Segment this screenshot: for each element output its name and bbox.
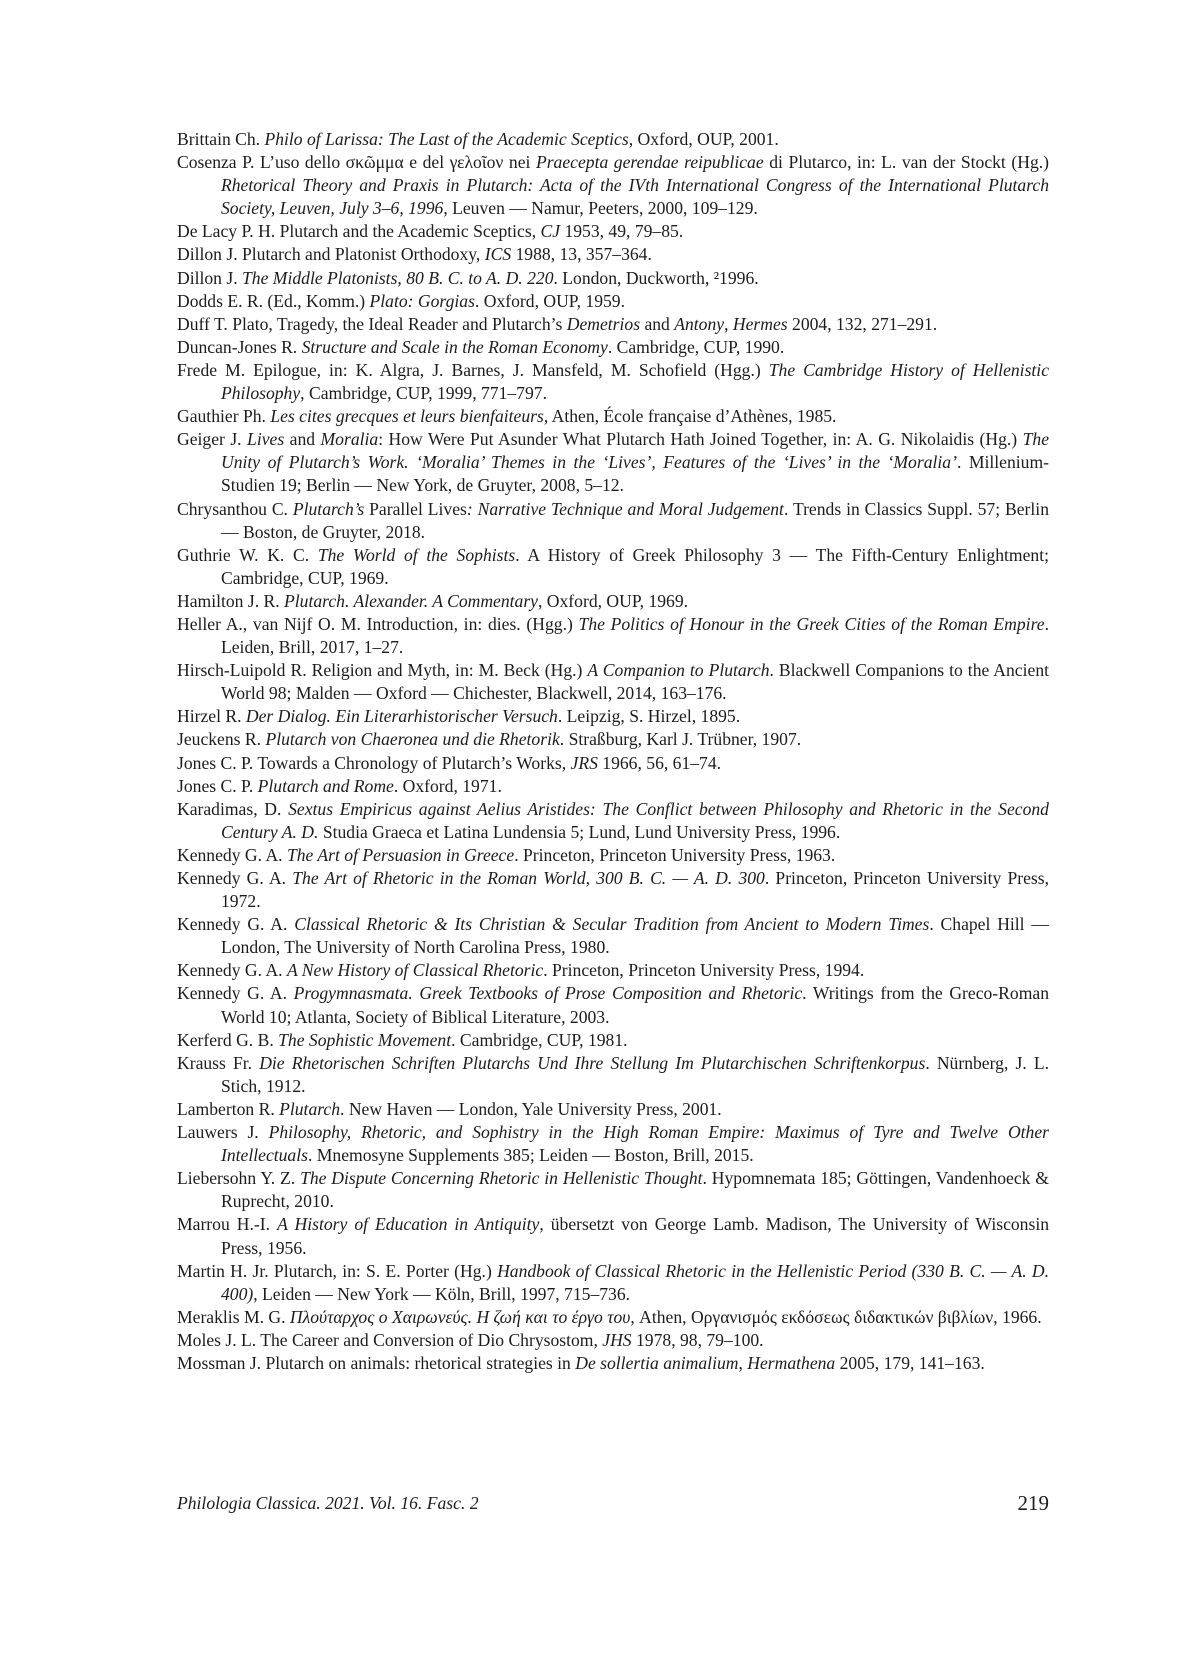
entry-text: 1966, 56, 61–74.	[597, 752, 722, 773]
entry-text: . Mnemosyne Supplements 385; Leiden — Boston, Brill, 2015.	[307, 1145, 754, 1166]
page-footer	[177, 1491, 1049, 1521]
entry-title-italic: : Narrative Technique and Moral Judgement	[466, 498, 784, 519]
bibliography-entry	[177, 1260, 1049, 1306]
entry-text: . Trends in Classics Suppl. 57; Berlin — Boston, de Gruyter, 2018.	[221, 498, 1049, 542]
entry-text: Jones C. P.	[177, 775, 258, 796]
entry-text: Hirzel R.	[177, 706, 246, 727]
entry-title-italic: The Middle Platonists, 80 B. C. to A. D. 220	[242, 267, 554, 288]
bibliography-entry	[177, 405, 1049, 428]
entry-title-italic: JHS	[602, 1329, 632, 1350]
entry-text: , Athen, École française d’Athènes, 1985.	[543, 406, 837, 427]
entry-text: Gauthier Ph.	[177, 406, 271, 427]
entry-text: Heller A., van Nijf O. M. Introduction, in: dies. (Hgg.)	[177, 613, 579, 634]
entry-text: . Millenium-Studien 19; Berlin — New York, de Gruyter, 2008, 5–12.	[221, 452, 1049, 496]
entry-title-italic: JRS	[570, 752, 598, 773]
entry-text: Krauss Fr.	[177, 1052, 260, 1073]
bibliography-entry	[177, 775, 1049, 798]
entry-text: . Princeton, Princeton University Press, 1972.	[221, 868, 1049, 912]
bibliography-entry	[177, 867, 1049, 913]
bibliography-entry	[177, 913, 1049, 959]
bibliography-entry	[177, 267, 1049, 290]
entry-title-italic: Plutarch	[279, 1098, 341, 1119]
entry-text: . Straßburg, Karl J. Trübner, 1907.	[559, 729, 802, 750]
entry-text: Studia Graeca et Latina Lundensia 5; Lund, Lund University Press, 1996.	[318, 821, 841, 842]
entry-title-italic: Plutarch von Chaeronea und die Rhetorik	[265, 729, 560, 750]
journal-citation: Philologia Classica. 2021. Vol. 16. Fasc. 2	[177, 1493, 479, 1513]
entry-title-italic: De sollertia animalium	[575, 1352, 739, 1373]
entry-title-italic: Praecepta gerendae reipublicae	[535, 152, 764, 173]
entry-text: Karadimas, D.	[177, 798, 289, 819]
entry-text: di Plutarco, in: L. van der Stockt (Hg.)	[763, 152, 1049, 173]
entry-text: . London, Duckworth, ²1996.	[553, 267, 759, 288]
entry-text: Dodds E. R. (Ed., Komm.)	[177, 290, 370, 311]
entry-text: . Blackwell Companions to the Ancient World 98; Malden — Oxford — Chichester, Blackwell, 2014, 163–176.	[221, 660, 1050, 704]
entry-text: Kennedy G. A.	[177, 844, 287, 865]
bibliography-entry	[177, 982, 1049, 1028]
entry-title-italic: The World of the Sophists	[317, 544, 516, 565]
entry-text: Kennedy G. A.	[177, 983, 294, 1004]
entry-title-italic: Die Rhetorischen Schriften Plutarchs Und Ihre Stellung Im Plutarchischen Schriftenkorpus	[259, 1052, 926, 1073]
entry-text: , Cambridge, CUP, 1999, 771–797.	[300, 383, 547, 404]
bibliography-entry	[177, 1352, 1049, 1375]
entry-title-italic: Demetrios	[566, 313, 641, 334]
entry-title-italic: Lives	[247, 429, 285, 450]
entry-text: Kennedy G. A.	[177, 960, 287, 981]
entry-title-italic: The Art of Persuasion in Greece	[286, 844, 515, 865]
entry-text: . New Haven — London, Yale University Press, 2001.	[340, 1098, 722, 1119]
bibliography-entry	[177, 1052, 1049, 1098]
bibliography-entry	[177, 844, 1049, 867]
bibliography-entry	[177, 613, 1049, 659]
bibliography-entry	[177, 728, 1049, 751]
entry-title-italic: Moralia	[320, 429, 379, 450]
entry-title-italic: Πλούταρχος ο Χαιρωνεύς. Η ζωή και το έργο του	[289, 1306, 631, 1327]
entry-title-italic: Plutarch and Rome	[257, 775, 394, 796]
entry-title-italic: Sextus Empiricus against Aelius Aristides: The Conflict between Philosophy and Rhetoric in the Second Century A. D.	[221, 798, 1049, 842]
entry-text: . Oxford, OUP, 1959.	[474, 290, 625, 311]
entry-text: Martin H. Jr. Plutarch, in: S. E. Porter (Hg.)	[177, 1260, 498, 1281]
entry-text: Dillon J.	[177, 267, 243, 288]
entry-title-italic: CJ	[540, 221, 561, 242]
entry-title-italic: Plutarch’s	[292, 498, 365, 519]
bibliography-entry	[177, 798, 1049, 844]
entry-text: Meraklis M. G.	[177, 1306, 290, 1327]
entry-text: . Cambridge, CUP, 1990.	[607, 336, 785, 357]
entry-text: Dillon J. Plutarch and Platonist Orthodoxy,	[177, 244, 485, 265]
bibliography-entry	[177, 1098, 1049, 1121]
entry-title-italic: The Unity of Plutarch’s Work. ‘Moralia’ Themes in the ‘Lives’, Features of the ‘Lives’ in the ‘Moralia’	[221, 429, 1049, 473]
bibliography-entry	[177, 498, 1049, 544]
entry-text: Kerferd G. B.	[177, 1029, 279, 1050]
bibliography-list	[177, 128, 1049, 1375]
entry-text: : How Were Put Asunder What Plutarch Hath Joined Together, in: A. G. Nikolaidis (Hg.)	[378, 429, 1023, 450]
entry-text: Duncan-Jones R.	[177, 336, 302, 357]
entry-text: . Oxford, 1971.	[393, 775, 502, 796]
bibliography-entry	[177, 359, 1049, 405]
entry-title-italic: Der Dialog. Ein Literarhistorischer Versuch	[245, 706, 558, 727]
bibliography-entry	[177, 959, 1049, 982]
entry-text: 2005, 179, 141–163.	[835, 1352, 985, 1373]
page-number: 219	[1017, 1491, 1049, 1515]
entry-text: 1953, 49, 79–85.	[560, 221, 684, 242]
entry-text: 2004, 132, 271–291.	[787, 313, 938, 334]
entry-text: Liebersohn Y. Z.	[177, 1168, 301, 1189]
entry-title-italic: Classical Rhetoric & Its Christian & Secular Tradition from Ancient to Modern Times	[294, 914, 930, 935]
entry-text: Lamberton R.	[177, 1098, 280, 1119]
entry-title-italic: A History of Education in Antiquity	[277, 1214, 540, 1235]
entry-title-italic: Hermes	[732, 313, 788, 334]
entry-text: . Princeton, Princeton University Press, 1994.	[543, 960, 865, 981]
bibliography-entry	[177, 590, 1049, 613]
entry-title-italic: Philosophy, Rhetoric, and Sophistry in the High Roman Empire: Maximus of Tyre and Twelve Other Intellectuals	[221, 1122, 1050, 1166]
entry-title-italic: The Art of Rhetoric in the Roman World, 300 B. C. — A. D. 300	[292, 868, 765, 888]
bibliography-entry	[177, 1167, 1049, 1213]
bibliography-entry	[177, 752, 1049, 775]
bibliography-entry	[177, 128, 1049, 151]
entry-text: . Leipzig, S. Hirzel, 1895.	[557, 706, 741, 727]
bibliography-entry	[177, 336, 1049, 359]
entry-title-italic: The Cambridge History of Hellenistic Philosophy	[221, 359, 1050, 404]
entry-title-italic: Hermathena	[747, 1352, 836, 1373]
bibliography-entry	[177, 220, 1049, 243]
entry-text: Mossman J. Plutarch on animals: rhetorical strategies in	[177, 1352, 576, 1373]
entry-title-italic: Antony	[674, 313, 725, 334]
entry-title-italic: Philo of Larissa: The Last of the Academic Sceptics	[264, 129, 629, 149]
entry-title-italic: Plato: Gorgias	[369, 290, 475, 311]
entry-title-italic: A New History of Classical Rhetoric	[286, 960, 544, 981]
bibliography-entry	[177, 313, 1049, 336]
entry-title-italic: Les cites grecques et leurs bienfaiteurs	[270, 406, 544, 427]
entry-title-italic: Handbook of Classical Rhetoric in the Hellenistic Period (330 B. C. — A. D. 400)	[221, 1260, 1049, 1304]
entry-text: Geiger J.	[177, 429, 248, 450]
entry-text: Lauwers J.	[177, 1122, 269, 1143]
entry-text: Marrou H.-I.	[177, 1214, 278, 1235]
entry-title-italic: Rhetorical Theory and Praxis in Plutarch: Acta of the IVth International Congress of the International Plutarch Society, Leuven, July 3–6, 1996	[221, 175, 1049, 219]
entry-text: Jeuckens R.	[177, 729, 266, 750]
entry-title-italic: ICS	[484, 244, 512, 265]
entry-text: , Oxford, OUP, 2001.	[628, 129, 779, 149]
entry-text: . Hypomnemata 185; Göttingen, Vandenhoeck & Ruprecht, 2010.	[221, 1168, 1049, 1212]
entry-text: Kennedy G. A.	[177, 914, 295, 935]
entry-text: De Lacy P. H. Plutarch and the Academic Sceptics,	[177, 221, 541, 242]
bibliography-entry	[177, 1029, 1049, 1052]
entry-text: . Chapel Hill — London, The University of North Carolina Press, 1980.	[221, 914, 1049, 958]
entry-text: , Leiden — New York — Köln, Brill, 1997, 715–736.	[253, 1283, 631, 1304]
entry-text: Brittain Ch.	[177, 129, 265, 149]
entry-text: . Leiden, Brill, 2017, 1–27.	[221, 613, 1049, 658]
entry-title-italic: Plutarch. Alexander. A Commentary	[284, 590, 538, 611]
entry-text: Moles J. L. The Career and Conversion of Dio Chrysostom,	[177, 1329, 603, 1350]
bibliography-entry	[177, 705, 1049, 728]
entry-text: and	[284, 429, 321, 450]
bibliography-entry	[177, 243, 1049, 266]
entry-text: Guthrie W. K. C.	[177, 544, 318, 565]
entry-text: Jones C. P. Towards a Chronology of Plutarch’s Works,	[177, 752, 571, 773]
entry-text: . Cambridge, CUP, 1981.	[451, 1029, 628, 1050]
entry-title-italic: The Sophistic Movement	[278, 1029, 452, 1050]
entry-text: , Leuven — Namur, Peeters, 2000, 109–129.	[443, 198, 758, 219]
bibliography-entry	[177, 1329, 1049, 1352]
entry-title-italic: The Politics of Honour in the Greek Cities of the Roman Empire	[578, 613, 1045, 634]
entry-text: Hirsch-Luipold R. Religion and Myth, in: M. Beck (Hg.)	[177, 660, 588, 681]
entry-text: Chrysanthou C.	[177, 498, 293, 519]
entry-text: Cosenza P. L’uso dello σκῶμμα e del γελοῖον nei	[177, 152, 536, 173]
bibliography-entry	[177, 1306, 1049, 1329]
entry-title-italic: A Companion to Plutarch	[587, 660, 770, 681]
entry-text: ,	[724, 313, 733, 334]
entry-text: and	[640, 313, 675, 334]
entry-text: , übersetzt von George Lamb. Madison, The University of Wisconsin Press, 1956.	[221, 1214, 1050, 1258]
bibliography-entry	[177, 1121, 1049, 1167]
entry-text: Frede M. Epilogue, in: K. Algra, J. Barnes, J. Mansfeld, M. Schofield (Hgg.)	[177, 359, 769, 380]
entry-text: ,	[738, 1352, 748, 1373]
bibliography-entry	[177, 428, 1049, 497]
entry-title-italic: Structure and Scale in the Roman Economy	[301, 336, 608, 357]
bibliography-entry	[177, 659, 1049, 705]
entry-text: 1978, 98, 79–100.	[631, 1329, 764, 1350]
entry-text: . Writings from the Greco-Roman World 10; Atlanta, Society of Biblical Literature, 2003.	[221, 983, 1049, 1027]
entry-text: Hamilton J. R.	[177, 590, 285, 611]
bibliography-entry	[177, 544, 1049, 590]
entry-text: Duff T. Plato, Tragedy, the Ideal Reader and Plutarch’s	[177, 313, 567, 334]
entry-title-italic: Progymnasmata. Greek Textbooks of Prose Composition and Rhetoric	[293, 983, 803, 1004]
entry-title-italic: The Dispute Concerning Rhetoric in Hellenistic Thought	[300, 1168, 703, 1189]
entry-text: , Oxford, OUP, 1969.	[538, 590, 689, 611]
entry-text: , Athen, Οργανισμός εκδόσεως διδακτικών βιβλίων, 1966.	[630, 1306, 1042, 1327]
entry-text: 1988, 13, 357–364.	[511, 244, 652, 265]
bibliography-entry	[177, 290, 1049, 313]
entry-text: Parallel Lives	[364, 498, 467, 519]
bibliography-entry	[177, 1213, 1049, 1259]
entry-text: . A History of Greek Philosophy 3 — The Fifth-Century Enlightment; Cambridge, CUP, 1969.	[221, 544, 1049, 588]
bibliography-entry	[177, 151, 1049, 220]
entry-text: . Nürnberg, J. L. Stich, 1912.	[221, 1052, 1049, 1096]
entry-text: Kennedy G. A.	[177, 868, 293, 888]
entry-text: . Princeton, Princeton University Press, 1963.	[514, 844, 836, 865]
